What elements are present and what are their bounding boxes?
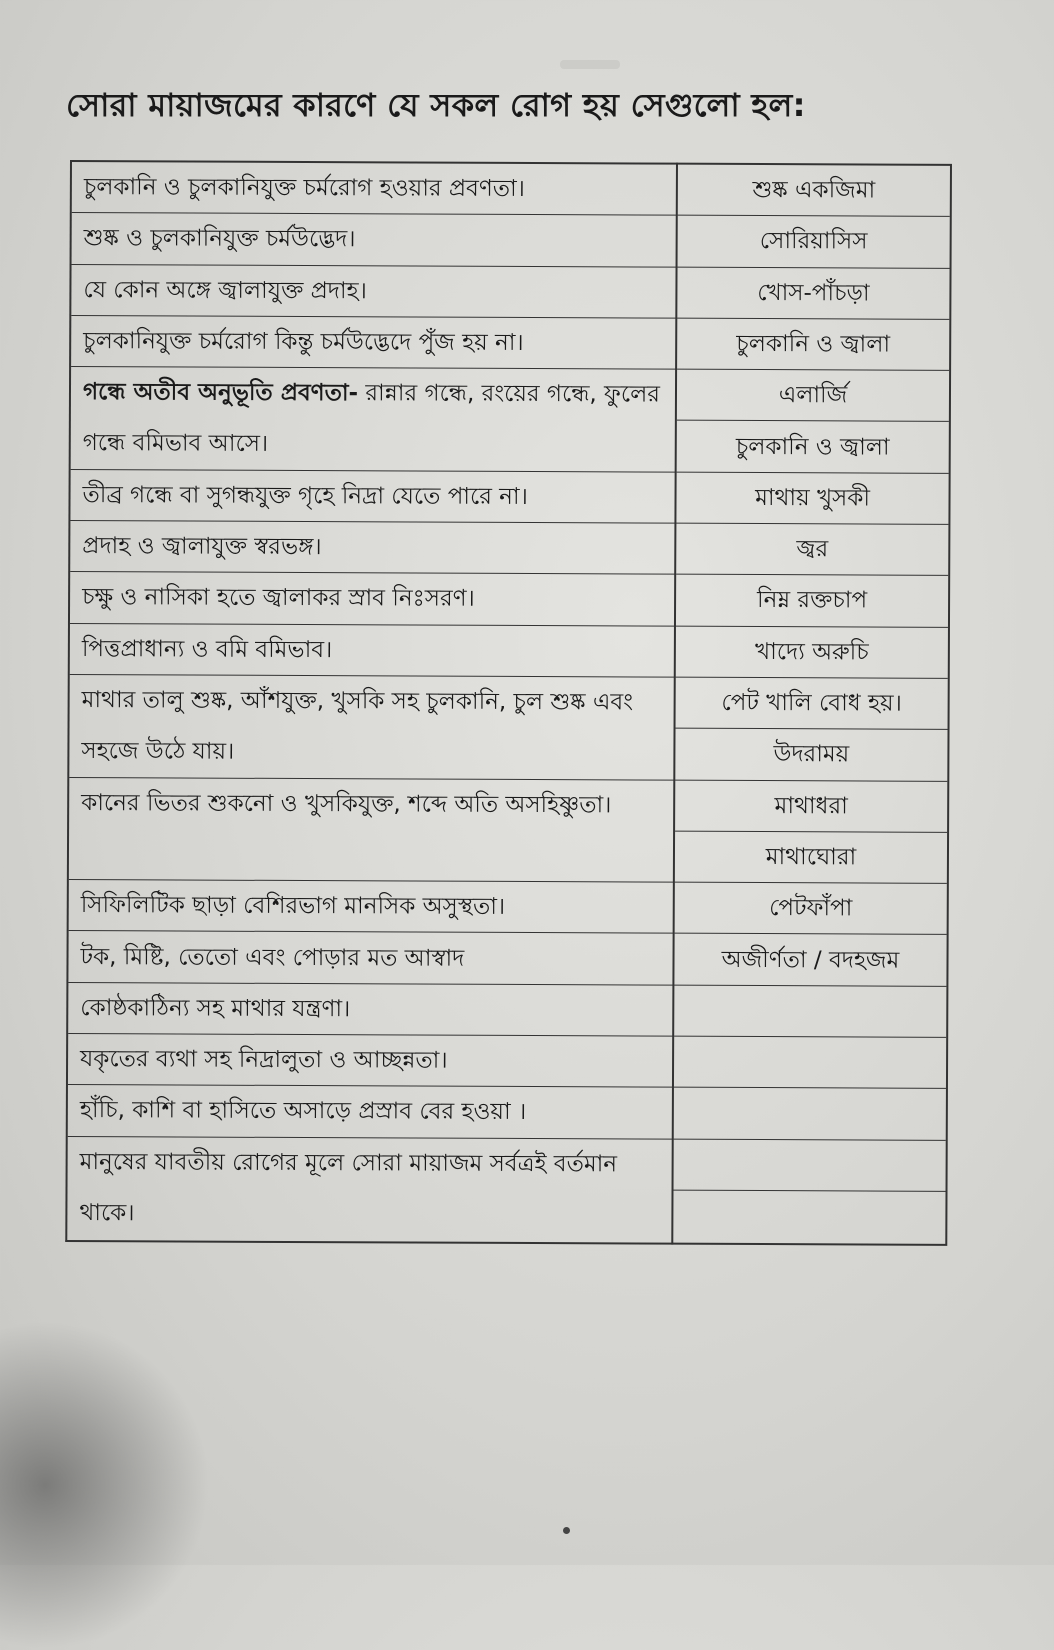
page-dot bbox=[563, 1527, 570, 1534]
symptom-bold-lead: গন্ধে অতীব অনুভূতি প্রবণতা- bbox=[82, 379, 359, 407]
symptom-body: পিত্তপ্রাধান্য ও বমি বমিভাব। bbox=[81, 635, 333, 663]
symptom-text bbox=[83, 265, 667, 319]
symptom-body: যে কোন অঙ্গে জ্বালাযুক্ত প্রদাহ। bbox=[83, 276, 367, 304]
disease-cell bbox=[674, 1088, 946, 1140]
symptom-row bbox=[69, 778, 675, 883]
symptom-column bbox=[65, 160, 678, 1245]
disease-cell: শুষ্ক একজিমা bbox=[678, 165, 950, 217]
symptom-text bbox=[82, 470, 666, 524]
symptom-text bbox=[80, 1034, 664, 1088]
disease-cell: উদরাময় bbox=[675, 729, 947, 781]
disease-cell: খোস-পাঁচড়া bbox=[677, 267, 949, 319]
disease-cell: খাদ্যে অরুচি bbox=[676, 626, 948, 678]
symptom-body: টক, মিষ্টি, তেতো এবং পোড়ার মত আস্বাদ bbox=[80, 943, 465, 972]
symptom-row bbox=[68, 932, 674, 986]
symptom-body: সিফিলিটিক ছাড়া বেশিরভাগ মানসিক অসুস্থতা। bbox=[80, 892, 506, 921]
symptom-table bbox=[65, 160, 950, 1244]
symptom-text bbox=[83, 367, 667, 472]
symptom-text bbox=[80, 983, 664, 1037]
disease-cell bbox=[674, 1037, 946, 1089]
symptom-body: প্রদাহ ও জ্বালাযুক্ত স্বরভঙ্গ। bbox=[82, 533, 322, 561]
symptom-body: মাথার তালু শুষ্ক, আঁশযুক্ত, খুসকি সহ চুলকানি, চুল শুষ্ক এবং সহজে উঠে যায়। bbox=[81, 687, 634, 765]
disease-cell: মাথাঘোরা bbox=[675, 832, 947, 884]
disease-cell bbox=[674, 985, 946, 1037]
symptom-row bbox=[70, 572, 676, 626]
bleed-through bbox=[560, 60, 620, 69]
symptom-body: চুলকানিযুক্ত চর্মরোগ কিন্তু চর্মউদ্ভেদে পুঁজ হয় না। bbox=[83, 327, 524, 356]
symptom-text bbox=[80, 1085, 664, 1139]
disease-cell: চুলকানি ও জ্বালা bbox=[677, 421, 949, 473]
symptom-text bbox=[82, 521, 666, 575]
disease-cell: জ্বর bbox=[676, 524, 948, 576]
symptom-row bbox=[69, 675, 675, 780]
symptom-text bbox=[84, 162, 668, 216]
symptom-text bbox=[81, 880, 665, 934]
disease-cell: চুলকানি ও জ্বালা bbox=[677, 319, 949, 371]
symptom-row bbox=[72, 162, 678, 216]
symptom-row bbox=[70, 624, 676, 678]
symptom-row bbox=[69, 880, 675, 934]
symptom-row bbox=[72, 213, 678, 267]
symptom-text bbox=[81, 675, 665, 780]
symptom-body: কানের ভিতর শুকনো ও খুসকিযুক্ত, শব্দে অতি অসহিষ্ণুতা। bbox=[81, 789, 612, 818]
page-heading: সোরা মায়াজমের কারণে যে সকল রোগ হয় সেগুলো হল: bbox=[66, 86, 806, 124]
symptom-row bbox=[68, 983, 674, 1037]
symptom-body: মানুষের যাবতীয় রোগের মূলে সোরা মায়াজম সর্বত্রই বর্তমান থাকে। bbox=[79, 1148, 618, 1226]
disease-cell: এলার্জি bbox=[677, 370, 949, 422]
disease-cell: পেট খালি বোধ হয়। bbox=[676, 678, 948, 730]
disease-cell bbox=[674, 1139, 946, 1191]
symptom-row bbox=[71, 316, 677, 370]
symptom-text bbox=[79, 1137, 663, 1242]
page-shadow bbox=[0, 1320, 210, 1650]
disease-cell: নিম্ন রক্তচাপ bbox=[676, 575, 948, 627]
symptom-body: শুষ্ক ও চুলকানিযুক্ত চর্মউদ্ভেদ। bbox=[83, 225, 356, 253]
disease-cell: অজীর্ণতা / বদহজম bbox=[674, 934, 946, 986]
symptom-body: কোষ্ঠকাঠিন্য সহ মাথার যন্ত্রণা। bbox=[80, 994, 351, 1023]
symptom-text bbox=[81, 778, 665, 832]
symptom-body: যকৃতের ব্যথা সহ নিদ্রালুতা ও আচ্ছন্নতা। bbox=[80, 1046, 448, 1074]
symptom-row bbox=[67, 1137, 673, 1242]
symptom-row bbox=[70, 521, 676, 575]
symptom-row bbox=[68, 1034, 674, 1088]
disease-cell: মাথাধরা bbox=[675, 780, 947, 832]
symptom-row bbox=[71, 265, 677, 319]
symptom-body: তীব্র গন্ধে বা সুগন্ধযুক্ত গৃহে নিদ্রা যেতে পারে না। bbox=[82, 481, 528, 510]
disease-cell: পেটফাঁপা bbox=[675, 883, 947, 935]
disease-cell bbox=[673, 1191, 945, 1243]
symptom-body: চুলকানি ও চুলকানিযুক্ত চর্মরোগ হওয়ার প্রবণতা। bbox=[83, 174, 525, 202]
symptom-body: চক্ষু ও নাসিকা হতে জ্বালাকর স্রাব নিঃসরণ। bbox=[82, 584, 475, 613]
symptom-body: হাঁচি, কাশি বা হাসিতে অসাড়ে প্রস্রাব বের হওয়া । bbox=[79, 1097, 527, 1126]
disease-cell: সোরিয়াসিস bbox=[678, 216, 950, 268]
symptom-text bbox=[82, 624, 666, 678]
symptom-body: রান্নার গন্ধে, রংয়ের গন্ধে, ফুলের গন্ধে বমিভাব আসে। bbox=[82, 380, 660, 458]
symptom-row bbox=[68, 1085, 674, 1139]
symptom-row bbox=[70, 470, 676, 524]
disease-cell: মাথায় খুসকী bbox=[676, 472, 948, 524]
symptom-text bbox=[83, 316, 667, 370]
symptom-text bbox=[80, 932, 664, 986]
symptom-text bbox=[82, 572, 666, 626]
symptom-text bbox=[84, 213, 668, 267]
symptom-row bbox=[71, 367, 677, 472]
disease-column bbox=[671, 163, 952, 1246]
